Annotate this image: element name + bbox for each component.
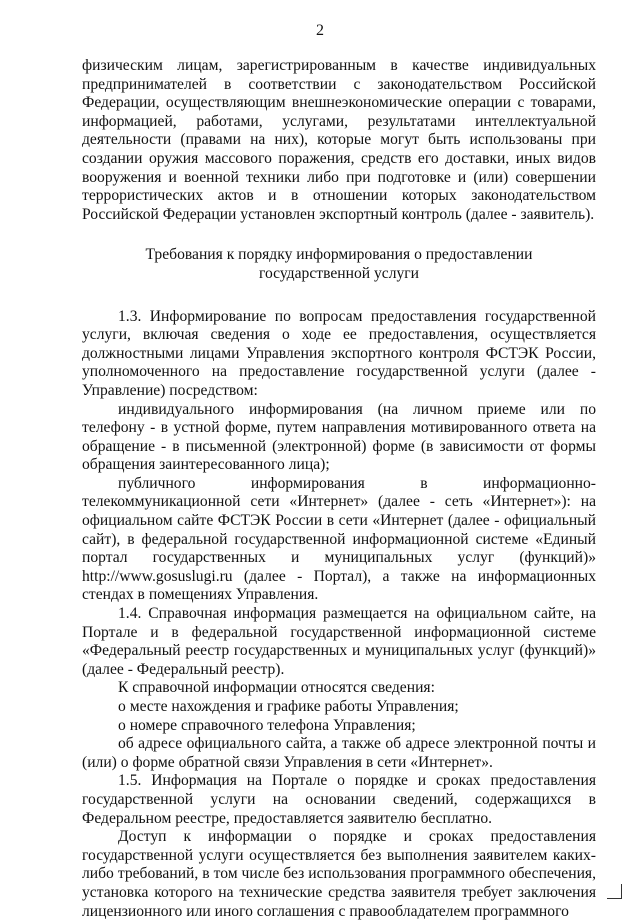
section-heading bbox=[82, 246, 596, 283]
paragraph-site-email: об адресе официального сайта, а также об адресе электронной почты и (или) о форме обратной связи Управления в сети «Интернет». bbox=[82, 735, 596, 771]
paragraph-reference-info-intro: К справочной информации относятся сведения: bbox=[118, 679, 435, 697]
paragraph-1-3: 1.3. Информирование по вопросам предоставления государственной услуги, включая сведения о ходе ее предоставления, осуществляется должностными лицами Управления экспортного контроля ФСТЭК России, уполномоченного на предоставление государственной услуги (далее - Управление) посредством: bbox=[82, 307, 596, 399]
section-heading-line-1: Требования к порядку информирования о предоставлении bbox=[145, 246, 533, 264]
paragraph-location-schedule: о месте нахождения и графике работы Управления; bbox=[118, 698, 459, 715]
paragraph-1-4: 1.4. Справочная информация размещается на официальном сайте, на Портале и в федеральной государственной информационной системе «Федеральный реестр государственных и муниципальных услуг (функций)» (далее - Федеральный реестр). bbox=[82, 605, 596, 678]
intro-paragraph: физическим лицам, зарегистрированным в качестве индивидуальных предпринимателей в соответствии с законодательством Российской Федерации, осуществляющим внешнеэкономические операции с товарами, информацией, работами, услугами, результатами интеллектуальной деятельности (правами на них), которые могут быть использованы при создании оружия массового поражения, средств его доставки, иных видов вооружения и военной техники либо при подготовке и (или) совершении террористических актов и в отношении которых законодательством Российской Федерации установлен экспортный контроль (далее - заявитель). bbox=[82, 57, 596, 223]
page-number: 2 bbox=[316, 22, 324, 39]
corner-mark bbox=[607, 884, 622, 899]
section-heading-line-2: государственной услуги bbox=[258, 264, 420, 282]
document-body bbox=[82, 57, 596, 921]
paragraph-public-informing: публичного информирования в информационно-телекоммуникационной сети «Интернет» (далее - сеть «Интернет»): на официальном сайте ФСТЭК России в сети «Интернет (далее - официальный сайт), в федеральной государственной информационной системе «Единый портал государственных и муниципальных услуг (функций)» http://www.gosuslugi.ru (далее - Портал), а также на информационных стендах в помещениях Управления. bbox=[82, 474, 596, 604]
paragraph-individual-informing: индивидуального информирования (на личном приеме или по телефону - в устной форме, путем направления мотивированного ответа на обращение - в письменной (электронной) форме (в зависимости от формы обращения заинтересованного лица); bbox=[82, 400, 596, 474]
paragraph-phone: о номере справочного телефона Управления; bbox=[118, 716, 416, 734]
paragraph-1-5: 1.5. Информация на Портале о порядке и сроках предоставления государственной услуги на основании сведений, содержащихся в Федеральном реестре, предоставляется заявителю бесплатно. bbox=[82, 772, 596, 827]
paragraph-access: Доступ к информации о порядке и сроках предоставления государственной услуги осуществляется без выполнения заявителем каких-либо требований, в том числе без использования программного обеспечения, установка которого на технические средства заявителя требует заключения лицензионного или иного соглашения с правообладателем программного bbox=[82, 828, 596, 920]
